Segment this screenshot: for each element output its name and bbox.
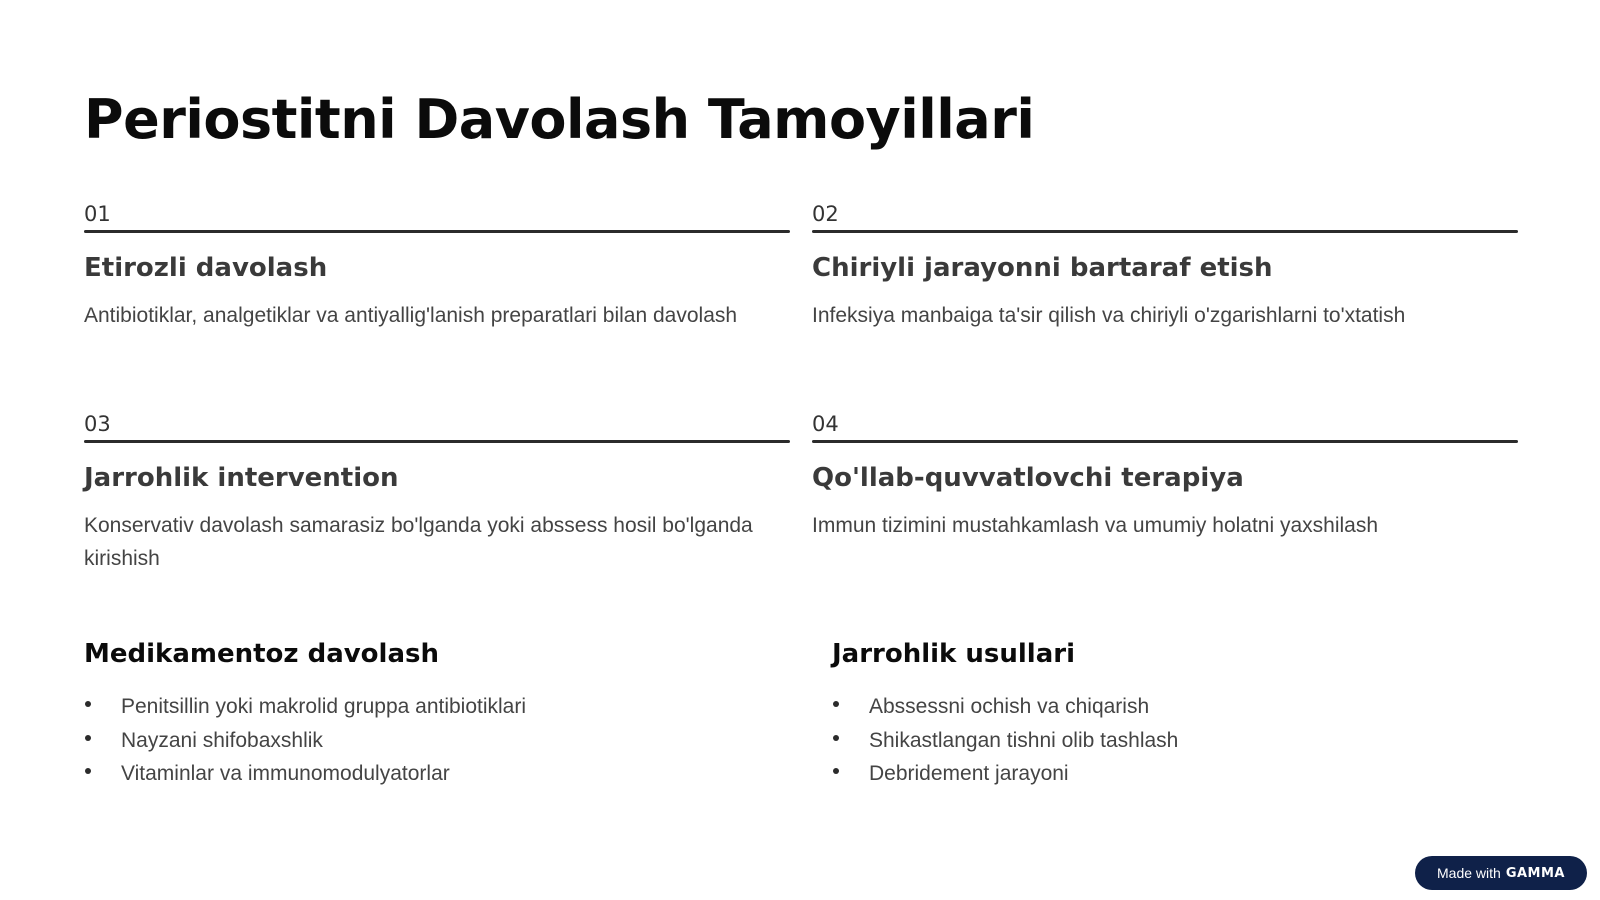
step-description: Infeksiya manbaiga ta'sir qilish va chiriyli o'zgarishlarni to'xtatish bbox=[812, 304, 1406, 327]
step-number: 01 bbox=[84, 202, 111, 226]
list-item-text: Nayzani shifobaxshlik bbox=[121, 728, 323, 752]
step-divider bbox=[84, 440, 790, 443]
column-heading: Medikamentoz davolash bbox=[84, 639, 439, 669]
step-number: 03 bbox=[84, 412, 111, 436]
bullet-icon bbox=[85, 735, 91, 741]
list-item bbox=[84, 724, 784, 758]
bullet-list bbox=[84, 690, 784, 791]
gamma-logo: GAMMA bbox=[1505, 865, 1565, 881]
step-divider bbox=[812, 440, 1518, 443]
bullet-list bbox=[832, 690, 1532, 791]
badge-prefix: Made with bbox=[1437, 865, 1501, 881]
list-item bbox=[832, 757, 1532, 791]
column-heading: Jarrohlik usullari bbox=[832, 639, 1076, 669]
step-number: 04 bbox=[812, 412, 839, 436]
bullet-icon bbox=[85, 768, 91, 774]
list-item bbox=[84, 690, 784, 724]
bullet-icon bbox=[833, 735, 839, 741]
list-item-text: Abssessni ochish va chiqarish bbox=[869, 695, 1150, 718]
list-item-text: Debridement jarayoni bbox=[869, 762, 1069, 785]
step-description: Antibiotiklar, analgetiklar va antiyallig'lanish preparatlari bilan davolash bbox=[84, 304, 738, 327]
step-heading: Etirozli davolash bbox=[84, 253, 328, 283]
step-card-4 bbox=[812, 410, 1518, 542]
step-card-3 bbox=[84, 410, 790, 575]
step-heading: Qo'llab-quvvatlovchi terapiya bbox=[812, 463, 1244, 493]
list-item-text: Shikastlangan tishni olib tashlash bbox=[869, 728, 1179, 752]
page-title: Periostitni Davolash Tamoyillari bbox=[84, 88, 1035, 151]
step-heading: Jarrohlik intervention bbox=[84, 463, 399, 493]
step-divider bbox=[84, 230, 790, 233]
bullet-icon bbox=[833, 768, 839, 774]
bullet-icon bbox=[833, 701, 839, 707]
bullet-icon bbox=[85, 701, 91, 707]
list-item-text: Penitsillin yoki makrolid gruppa antibiotiklari bbox=[121, 695, 527, 718]
step-heading: Chiriyli jarayonni bartaraf etish bbox=[812, 253, 1273, 283]
list-item bbox=[84, 757, 784, 791]
list-item bbox=[832, 690, 1532, 724]
step-card-2 bbox=[812, 200, 1518, 332]
surgery-column bbox=[832, 636, 1532, 791]
step-description: Immun tizimini mustahkamlash va umumiy holatni yaxshilash bbox=[812, 514, 1379, 537]
medication-column bbox=[84, 636, 784, 791]
step-number: 02 bbox=[812, 202, 839, 226]
list-item bbox=[832, 724, 1532, 758]
step-description: Konservativ davolash samarasiz bo'lganda yoki abssess hosil bo'lganda kirishish bbox=[84, 514, 753, 570]
step-card-1 bbox=[84, 200, 790, 332]
list-item-text: Vitaminlar va immunomodulyatorlar bbox=[121, 762, 450, 785]
made-with-gamma-badge[interactable] bbox=[1415, 856, 1587, 890]
step-divider bbox=[812, 230, 1518, 233]
